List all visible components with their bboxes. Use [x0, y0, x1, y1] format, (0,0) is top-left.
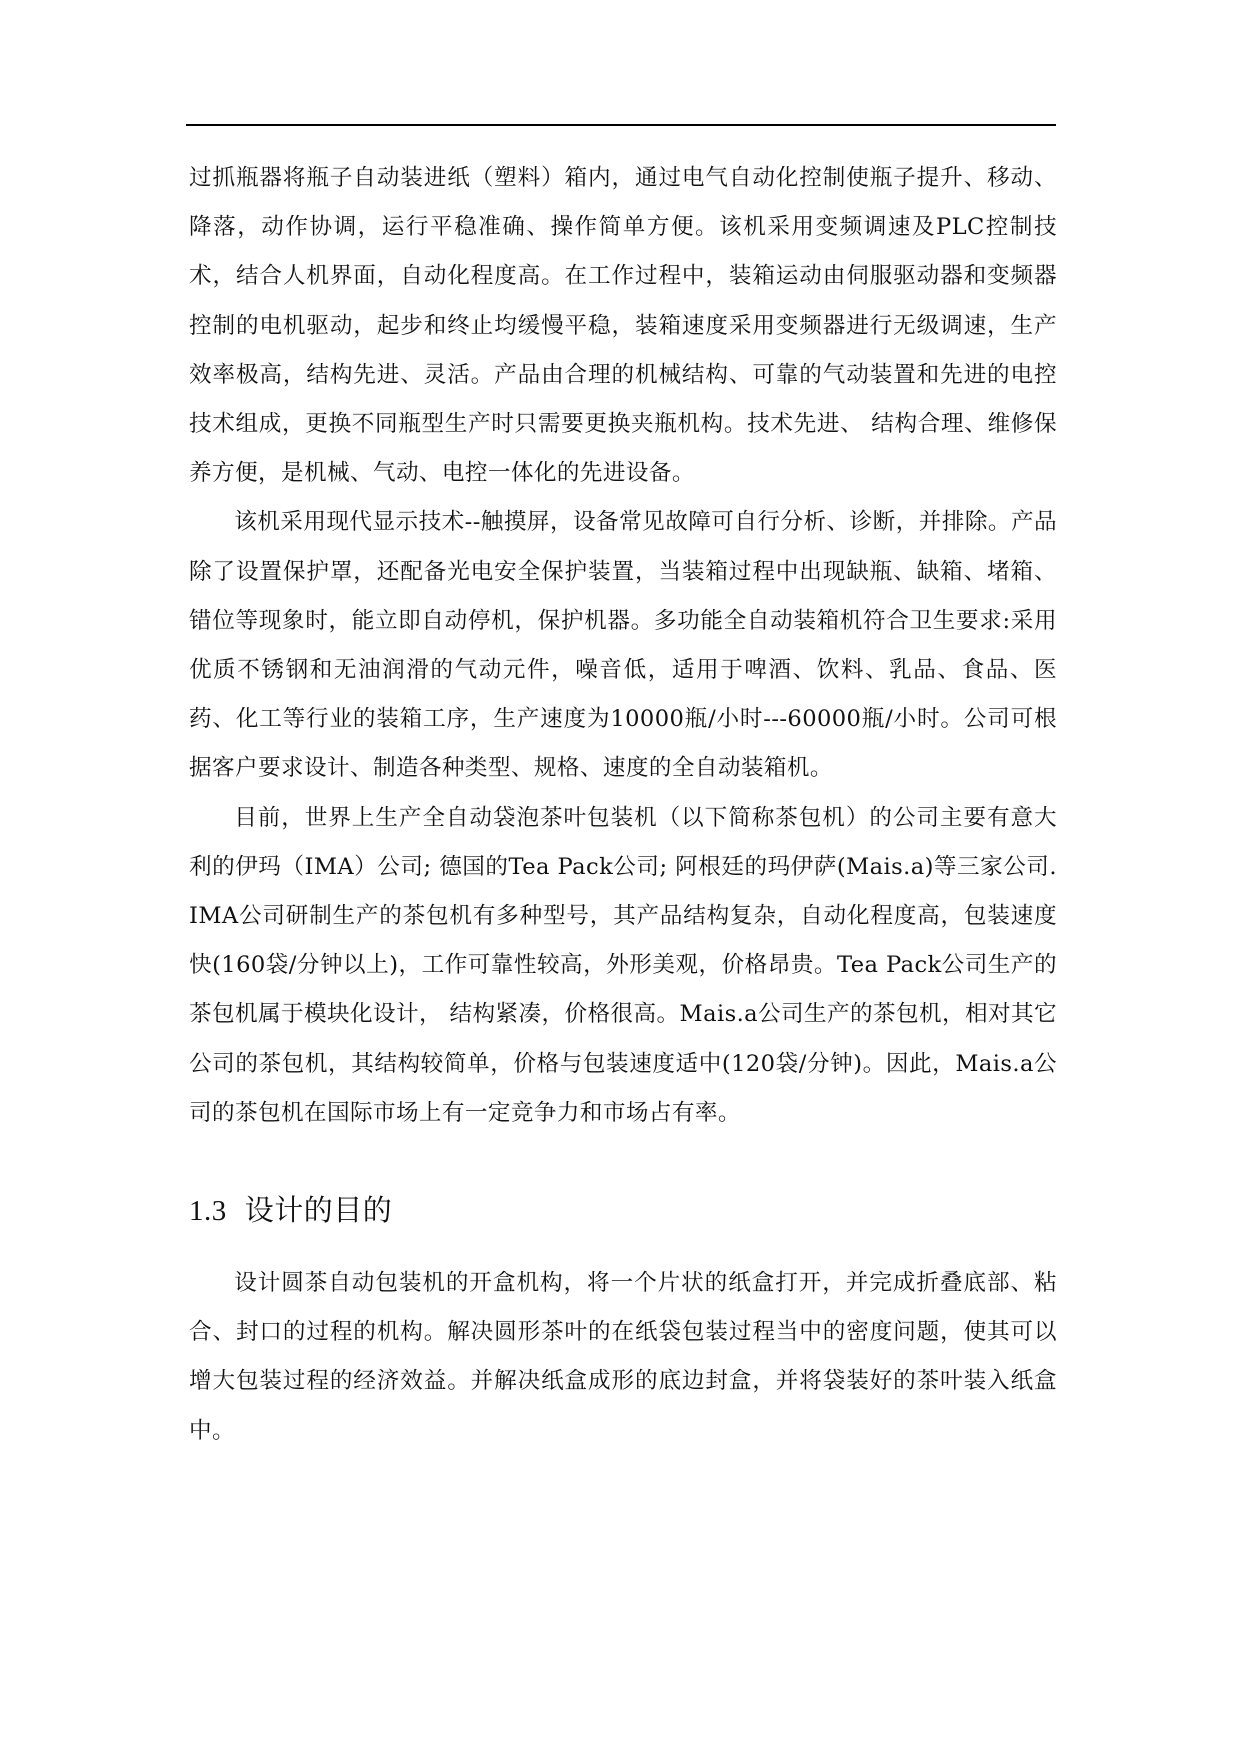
paragraph-tea-bag-machines: 目前，世界上生产全自动袋泡茶叶包装机（以下简称茶包机）的公司主要有意大利的伊玛（IMA）公司; 德国的Tea Pack公司; 阿根廷的玛伊萨(Mais.a)等三家公司.IMA公司研制生产的茶包机有多种型号，其产品结构复杂，自动化程度高，包装速度快(160袋/分钟以上)，工作可靠性较高，外形美观，价格昂贵。Tea Pack公司生产的茶包机属于模块化设计， 结构紧凑，价格很高。Mais.a公司生产的茶包机，相对其它公司的茶包机，其结构较简单，价格与包装速度适中(120袋/分钟)。因此，Mais.a公司的茶包机在国际市场上有一定竞争力和市场占有率。: [189, 804, 1057, 1126]
paragraph-continuation: 过抓瓶器将瓶子自动装进纸（塑料）箱内，通过电气自动化控制使瓶子提升、移动、降落，动作协调，运行平稳准确、操作简单方便。该机采用变频调速及PLC控制技术，结合人机界面，自动化程度高。在工作过程中，装箱运动由伺服驱动器和变频器控制的电机驱动，起步和终止均缓慢平稳，装箱速度采用变频器进行无级调速，生产效率极高，结构先进、灵活。产品由合理的机械结构、可靠的气动装置和先进的电控技术组成，更换不同瓶型生产时只需要更换夹瓶机构。技术先进、 结构合理、维修保养方便，是机械、气动、电控一体化的先进设备。: [189, 165, 1057, 487]
header-rule: [186, 124, 1056, 126]
section-number: 1.3: [189, 1195, 227, 1228]
section-heading: [189, 1190, 1057, 1231]
paragraph-touchscreen: 该机采用现代显示技术--触摸屏，设备常见故障可自行分析、诊断，并排除。产品除了设置保护罩，还配备光电安全保护装置，当装箱过程中出现缺瓶、缺箱、堵箱、错位等现象时，能立即自动停机，保护机器。多功能全自动装箱机符合卫生要求:采用优质不锈钢和无油润滑的气动元件，噪音低，适用于啤酒、饮料、乳品、食品、医药、化工等行业的装箱工序，生产速度为10000瓶/小时---60000瓶/小时。公司可根据客户要求设计、制造各种类型、规格、速度的全自动装箱机。: [189, 509, 1057, 782]
section-title: 设计的目的: [244, 1193, 393, 1228]
document-body: [189, 154, 1057, 1456]
paragraph-design-purpose: 设计圆茶自动包装机的开盒机构，将一个片状的纸盒打开，并完成折叠底部、粘合、封口的过程的机构。解决圆形茶叶的在纸袋包装过程当中的密度问题，使其可以增大包装过程的经济效益。并解决纸盒成形的底边封盒，并将袋装好的茶叶装入纸盒中。: [189, 1270, 1057, 1444]
